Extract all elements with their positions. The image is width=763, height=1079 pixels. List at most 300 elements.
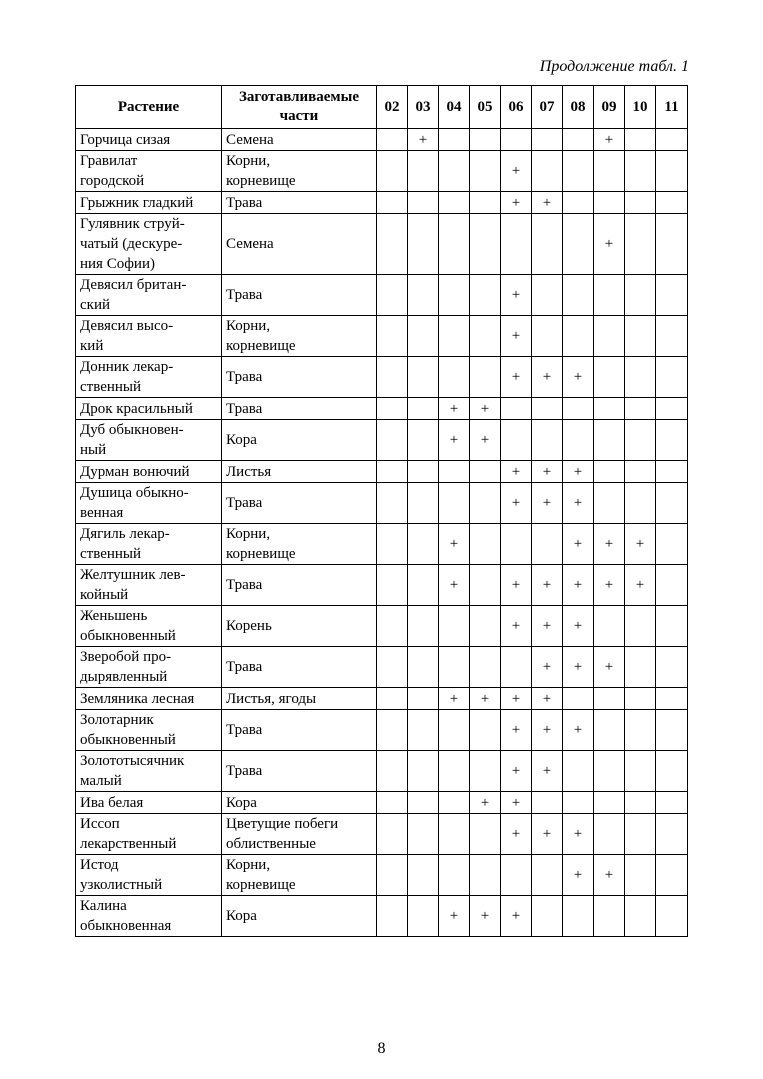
plant-name-cell xyxy=(76,647,222,688)
month-mark-cell xyxy=(625,214,656,275)
month-mark-cell xyxy=(377,606,408,647)
month-mark-cell xyxy=(439,855,470,896)
month-mark-cell xyxy=(501,129,532,151)
month-mark-cell: + xyxy=(501,710,532,751)
month-mark-cell xyxy=(408,214,439,275)
month-mark-cell xyxy=(439,192,470,214)
month-mark-cell xyxy=(470,129,501,151)
month-mark-cell: + xyxy=(563,357,594,398)
month-mark-cell xyxy=(625,398,656,420)
month-mark-cell xyxy=(594,275,625,316)
month-mark-cell xyxy=(439,129,470,151)
plant-name-cell xyxy=(76,524,222,565)
month-mark-cell xyxy=(625,710,656,751)
table-row xyxy=(76,751,688,792)
harvested-parts-cell xyxy=(222,275,377,316)
plant-name-line: ственный xyxy=(80,379,142,395)
month-mark-cell xyxy=(563,792,594,814)
month-mark-cell xyxy=(439,357,470,398)
plant-name-line: Ива белая xyxy=(80,794,144,811)
month-mark-cell xyxy=(377,792,408,814)
month-mark-cell xyxy=(377,316,408,357)
table-body xyxy=(76,129,688,937)
month-mark-cell: + xyxy=(501,565,532,606)
harvested-parts-line: Трава xyxy=(226,287,263,303)
table-row xyxy=(76,483,688,524)
harvested-parts-cell xyxy=(222,151,377,192)
plant-name-line: Гравилат xyxy=(80,153,138,169)
harvested-parts-line: Трава xyxy=(226,495,263,511)
harvested-parts-cell xyxy=(222,214,377,275)
month-mark-cell xyxy=(625,129,656,151)
harvested-parts-cell xyxy=(222,192,377,214)
month-mark-cell xyxy=(625,316,656,357)
month-mark-cell xyxy=(656,896,688,937)
month-mark-cell: + xyxy=(532,565,563,606)
plant-name-line: малый xyxy=(80,773,122,789)
header-month-07: 07 xyxy=(532,86,563,129)
harvested-parts-line: Трава xyxy=(226,400,263,417)
month-mark-cell: + xyxy=(501,751,532,792)
month-mark-cell xyxy=(377,896,408,937)
table-row xyxy=(76,855,688,896)
harvested-parts-cell xyxy=(222,524,377,565)
harvested-parts-cell xyxy=(222,688,377,710)
month-mark-cell: + xyxy=(501,357,532,398)
month-mark-cell xyxy=(625,855,656,896)
month-mark-cell: + xyxy=(594,214,625,275)
month-mark-cell xyxy=(532,151,563,192)
month-mark-cell xyxy=(594,814,625,855)
month-mark-cell xyxy=(656,606,688,647)
plant-name-line: Гулявник струй- xyxy=(80,216,185,232)
month-mark-cell xyxy=(377,461,408,483)
month-mark-cell: + xyxy=(563,524,594,565)
plant-name-cell xyxy=(76,855,222,896)
month-mark-cell: + xyxy=(439,524,470,565)
month-mark-cell xyxy=(656,461,688,483)
plant-name-cell xyxy=(76,398,222,420)
month-mark-cell: + xyxy=(470,688,501,710)
month-mark-cell xyxy=(408,151,439,192)
month-mark-cell: + xyxy=(532,461,563,483)
harvested-parts-line: Семена xyxy=(226,131,274,148)
month-mark-cell xyxy=(408,647,439,688)
month-mark-cell xyxy=(439,814,470,855)
plant-name-line: Горчица сизая xyxy=(80,131,171,148)
table-row xyxy=(76,151,688,192)
month-mark-cell xyxy=(408,461,439,483)
month-mark-cell xyxy=(377,275,408,316)
month-mark-cell xyxy=(656,855,688,896)
month-mark-cell xyxy=(470,275,501,316)
month-mark-cell xyxy=(656,192,688,214)
plant-name-line: койный xyxy=(80,587,129,603)
month-mark-cell: + xyxy=(532,483,563,524)
header-month-05: 05 xyxy=(470,86,501,129)
month-mark-cell xyxy=(625,483,656,524)
month-mark-cell xyxy=(377,398,408,420)
harvested-parts-line: корневище xyxy=(226,877,296,893)
month-mark-cell xyxy=(439,483,470,524)
plant-harvest-table xyxy=(75,85,688,937)
plant-name-cell xyxy=(76,129,222,151)
plant-name-line: чатый (дескуре- xyxy=(80,236,183,252)
month-mark-cell xyxy=(625,420,656,461)
month-mark-cell xyxy=(594,896,625,937)
month-mark-cell xyxy=(563,688,594,710)
month-mark-cell xyxy=(656,647,688,688)
plant-name-line: Золотарник xyxy=(80,712,154,728)
month-mark-cell xyxy=(625,647,656,688)
month-mark-cell xyxy=(470,483,501,524)
plant-name-line: обыкновенный xyxy=(80,628,176,644)
harvested-parts-cell xyxy=(222,420,377,461)
month-mark-cell xyxy=(563,151,594,192)
month-mark-cell: + xyxy=(594,129,625,151)
plant-name-line: кий xyxy=(80,338,104,354)
month-mark-cell xyxy=(377,214,408,275)
plant-name-line: Земляника лесная xyxy=(80,690,195,707)
plant-name-cell xyxy=(76,357,222,398)
month-mark-cell xyxy=(563,896,594,937)
month-mark-cell xyxy=(408,483,439,524)
month-mark-cell xyxy=(408,855,439,896)
plant-name-cell xyxy=(76,710,222,751)
month-mark-cell xyxy=(594,398,625,420)
month-mark-cell xyxy=(439,792,470,814)
month-mark-cell xyxy=(563,420,594,461)
month-mark-cell xyxy=(377,710,408,751)
month-mark-cell: + xyxy=(501,151,532,192)
table-row xyxy=(76,710,688,751)
month-mark-cell xyxy=(532,855,563,896)
month-mark-cell xyxy=(625,896,656,937)
table-row xyxy=(76,896,688,937)
harvested-parts-line: Листья xyxy=(226,463,272,480)
header-month-02: 02 xyxy=(377,86,408,129)
month-mark-cell: + xyxy=(625,565,656,606)
plant-name-line: Золототысячник xyxy=(80,753,185,769)
month-mark-cell xyxy=(377,524,408,565)
month-mark-cell xyxy=(594,688,625,710)
harvested-parts-cell xyxy=(222,710,377,751)
plant-name-line: Дрок красильный xyxy=(80,400,193,417)
plant-name-cell xyxy=(76,896,222,937)
plant-name-line: Грыжник гладкий xyxy=(80,194,194,211)
harvested-parts-line: корневище xyxy=(226,173,296,189)
month-mark-cell xyxy=(594,461,625,483)
header-month-09: 09 xyxy=(594,86,625,129)
month-mark-cell xyxy=(656,357,688,398)
month-mark-cell xyxy=(501,214,532,275)
plant-name-line: Желтушник лев- xyxy=(80,567,186,583)
month-mark-cell xyxy=(532,896,563,937)
plant-name-cell xyxy=(76,565,222,606)
month-mark-cell xyxy=(439,275,470,316)
month-mark-cell xyxy=(377,647,408,688)
harvested-parts-line: Корни, xyxy=(226,857,271,873)
month-mark-cell: + xyxy=(470,896,501,937)
month-mark-cell: + xyxy=(439,398,470,420)
month-mark-cell xyxy=(656,565,688,606)
table-row xyxy=(76,606,688,647)
plant-name-line: Донник лекар- xyxy=(80,359,174,375)
month-mark-cell xyxy=(408,710,439,751)
table-row xyxy=(76,316,688,357)
plant-name-line: Зверобой про- xyxy=(80,649,172,665)
month-mark-cell: + xyxy=(501,483,532,524)
table-row xyxy=(76,461,688,483)
plant-name-line: лекарственный xyxy=(80,836,177,852)
month-mark-cell xyxy=(439,151,470,192)
month-mark-cell: + xyxy=(532,751,563,792)
month-mark-cell xyxy=(594,606,625,647)
month-mark-cell xyxy=(470,151,501,192)
month-mark-cell xyxy=(501,524,532,565)
plant-name-line: городской xyxy=(80,173,145,189)
month-mark-cell: + xyxy=(532,192,563,214)
plant-name-cell xyxy=(76,275,222,316)
month-mark-cell xyxy=(470,316,501,357)
month-mark-cell xyxy=(470,855,501,896)
plant-name-line: Дуб обыкновен- xyxy=(80,422,184,438)
month-mark-cell xyxy=(656,398,688,420)
month-mark-cell xyxy=(625,792,656,814)
month-mark-cell xyxy=(470,751,501,792)
harvested-parts-line: Трава xyxy=(226,577,263,593)
header-month-08: 08 xyxy=(563,86,594,129)
month-mark-cell xyxy=(594,710,625,751)
month-mark-cell xyxy=(625,688,656,710)
harvested-parts-cell xyxy=(222,751,377,792)
table-row xyxy=(76,524,688,565)
table-row xyxy=(76,420,688,461)
month-mark-cell xyxy=(656,214,688,275)
month-mark-cell: + xyxy=(501,461,532,483)
plant-name-line: Иссоп xyxy=(80,816,120,832)
month-mark-cell xyxy=(532,792,563,814)
month-mark-cell xyxy=(532,316,563,357)
month-mark-cell xyxy=(439,214,470,275)
table-row xyxy=(76,398,688,420)
table-caption: Продолжение табл. 1 xyxy=(539,58,689,75)
header-month-06: 06 xyxy=(501,86,532,129)
table-header-row xyxy=(76,86,688,129)
month-mark-cell xyxy=(656,129,688,151)
month-mark-cell: + xyxy=(563,647,594,688)
plant-name-line: Дурман вонючий xyxy=(80,463,190,480)
table-row xyxy=(76,357,688,398)
month-mark-cell: + xyxy=(532,647,563,688)
month-mark-cell: + xyxy=(563,461,594,483)
month-mark-cell xyxy=(377,357,408,398)
header-plant: Растение xyxy=(76,86,222,129)
plant-name-cell xyxy=(76,316,222,357)
month-mark-cell xyxy=(439,751,470,792)
month-mark-cell: + xyxy=(563,814,594,855)
month-mark-cell xyxy=(532,214,563,275)
plant-name-line: узколистный xyxy=(80,877,163,893)
month-mark-cell xyxy=(470,192,501,214)
month-mark-cell: + xyxy=(532,814,563,855)
month-mark-cell xyxy=(656,151,688,192)
plant-name-line: ский xyxy=(80,297,110,313)
month-mark-cell xyxy=(625,751,656,792)
month-mark-cell: + xyxy=(563,855,594,896)
month-mark-cell xyxy=(408,192,439,214)
plant-name-cell xyxy=(76,192,222,214)
plant-name-line: Истод xyxy=(80,857,119,873)
month-mark-cell xyxy=(563,192,594,214)
month-mark-cell xyxy=(625,814,656,855)
plant-name-line: Девясил британ- xyxy=(80,277,187,293)
month-mark-cell xyxy=(408,316,439,357)
month-mark-cell xyxy=(656,792,688,814)
month-mark-cell xyxy=(532,420,563,461)
plant-name-cell xyxy=(76,151,222,192)
month-mark-cell xyxy=(594,357,625,398)
harvested-parts-line: Корень xyxy=(226,618,272,634)
month-mark-cell xyxy=(594,792,625,814)
month-mark-cell xyxy=(625,461,656,483)
header-month-03: 03 xyxy=(408,86,439,129)
harvested-parts-cell xyxy=(222,565,377,606)
month-mark-cell: + xyxy=(501,192,532,214)
harvested-parts-line: Кора xyxy=(226,908,257,924)
month-mark-cell: + xyxy=(439,565,470,606)
plant-name-line: дырявленный xyxy=(80,669,168,685)
harvested-parts-cell xyxy=(222,855,377,896)
harvested-parts-cell xyxy=(222,316,377,357)
month-mark-cell xyxy=(377,192,408,214)
month-mark-cell xyxy=(594,751,625,792)
harvested-parts-cell xyxy=(222,896,377,937)
month-mark-cell xyxy=(594,420,625,461)
harvested-parts-line: Корни, xyxy=(226,153,271,169)
harvested-parts-line: Трава xyxy=(226,194,263,211)
plant-name-cell xyxy=(76,420,222,461)
month-mark-cell xyxy=(439,606,470,647)
harvested-parts-line: Трава xyxy=(226,659,263,675)
month-mark-cell xyxy=(470,357,501,398)
harvested-parts-cell xyxy=(222,461,377,483)
month-mark-cell xyxy=(470,524,501,565)
month-mark-cell xyxy=(594,192,625,214)
month-mark-cell: + xyxy=(501,792,532,814)
month-mark-cell xyxy=(656,420,688,461)
plant-name-line: обыкновенный xyxy=(80,732,176,748)
month-mark-cell xyxy=(408,420,439,461)
plant-name-line: ственный xyxy=(80,546,142,562)
month-mark-cell xyxy=(377,814,408,855)
month-mark-cell xyxy=(532,398,563,420)
month-mark-cell xyxy=(408,275,439,316)
harvested-parts-line: Кора xyxy=(226,794,257,811)
harvested-parts-line: корневище xyxy=(226,338,296,354)
month-mark-cell: + xyxy=(563,565,594,606)
plant-name-cell xyxy=(76,461,222,483)
month-mark-cell xyxy=(656,483,688,524)
month-mark-cell xyxy=(501,855,532,896)
plant-name-cell xyxy=(76,814,222,855)
page-number: 8 xyxy=(377,1040,386,1057)
month-mark-cell xyxy=(563,275,594,316)
month-mark-cell xyxy=(501,420,532,461)
header-month-04: 04 xyxy=(439,86,470,129)
harvested-parts-cell xyxy=(222,647,377,688)
month-mark-cell xyxy=(532,524,563,565)
month-mark-cell: + xyxy=(532,688,563,710)
month-mark-cell xyxy=(656,751,688,792)
month-mark-cell xyxy=(439,647,470,688)
harvested-parts-line: Семена xyxy=(226,236,274,252)
table-row xyxy=(76,688,688,710)
month-mark-cell xyxy=(408,398,439,420)
month-mark-cell xyxy=(408,357,439,398)
month-mark-cell xyxy=(408,896,439,937)
month-mark-cell: + xyxy=(563,483,594,524)
harvested-parts-cell xyxy=(222,129,377,151)
harvested-parts-line: Листья, ягоды xyxy=(226,690,317,707)
month-mark-cell xyxy=(532,275,563,316)
harvested-parts-cell xyxy=(222,606,377,647)
month-mark-cell xyxy=(377,855,408,896)
month-mark-cell xyxy=(501,398,532,420)
month-mark-cell xyxy=(408,814,439,855)
month-mark-cell xyxy=(563,316,594,357)
month-mark-cell xyxy=(439,710,470,751)
table-row xyxy=(76,214,688,275)
harvested-parts-line: Цветущие побеги xyxy=(226,816,339,832)
month-mark-cell: + xyxy=(470,398,501,420)
month-mark-cell xyxy=(408,792,439,814)
month-mark-cell xyxy=(625,606,656,647)
month-mark-cell xyxy=(408,751,439,792)
harvested-parts-line: Корни, xyxy=(226,526,271,542)
table-row xyxy=(76,275,688,316)
month-mark-cell xyxy=(625,275,656,316)
month-mark-cell xyxy=(625,151,656,192)
plant-name-cell xyxy=(76,483,222,524)
month-mark-cell xyxy=(439,316,470,357)
month-mark-cell xyxy=(408,524,439,565)
harvested-parts-line: корневище xyxy=(226,546,296,562)
month-mark-cell xyxy=(656,316,688,357)
plant-name-cell xyxy=(76,214,222,275)
month-mark-cell xyxy=(377,688,408,710)
month-mark-cell: + xyxy=(563,710,594,751)
month-mark-cell xyxy=(470,214,501,275)
month-mark-cell: + xyxy=(501,316,532,357)
month-mark-cell: + xyxy=(501,896,532,937)
header-parts: Заготавливаемые части xyxy=(222,86,377,129)
month-mark-cell: + xyxy=(532,606,563,647)
month-mark-cell xyxy=(625,192,656,214)
plant-name-line: венная xyxy=(80,505,124,521)
month-mark-cell: + xyxy=(625,524,656,565)
header-month-11: 11 xyxy=(656,86,688,129)
month-mark-cell xyxy=(594,316,625,357)
plant-name-line: ния Софии) xyxy=(80,256,155,272)
month-mark-cell xyxy=(470,814,501,855)
harvested-parts-cell xyxy=(222,483,377,524)
plant-name-cell xyxy=(76,792,222,814)
plant-name-line: ный xyxy=(80,442,107,458)
month-mark-cell: + xyxy=(439,688,470,710)
month-mark-cell xyxy=(377,565,408,606)
harvested-parts-cell xyxy=(222,398,377,420)
